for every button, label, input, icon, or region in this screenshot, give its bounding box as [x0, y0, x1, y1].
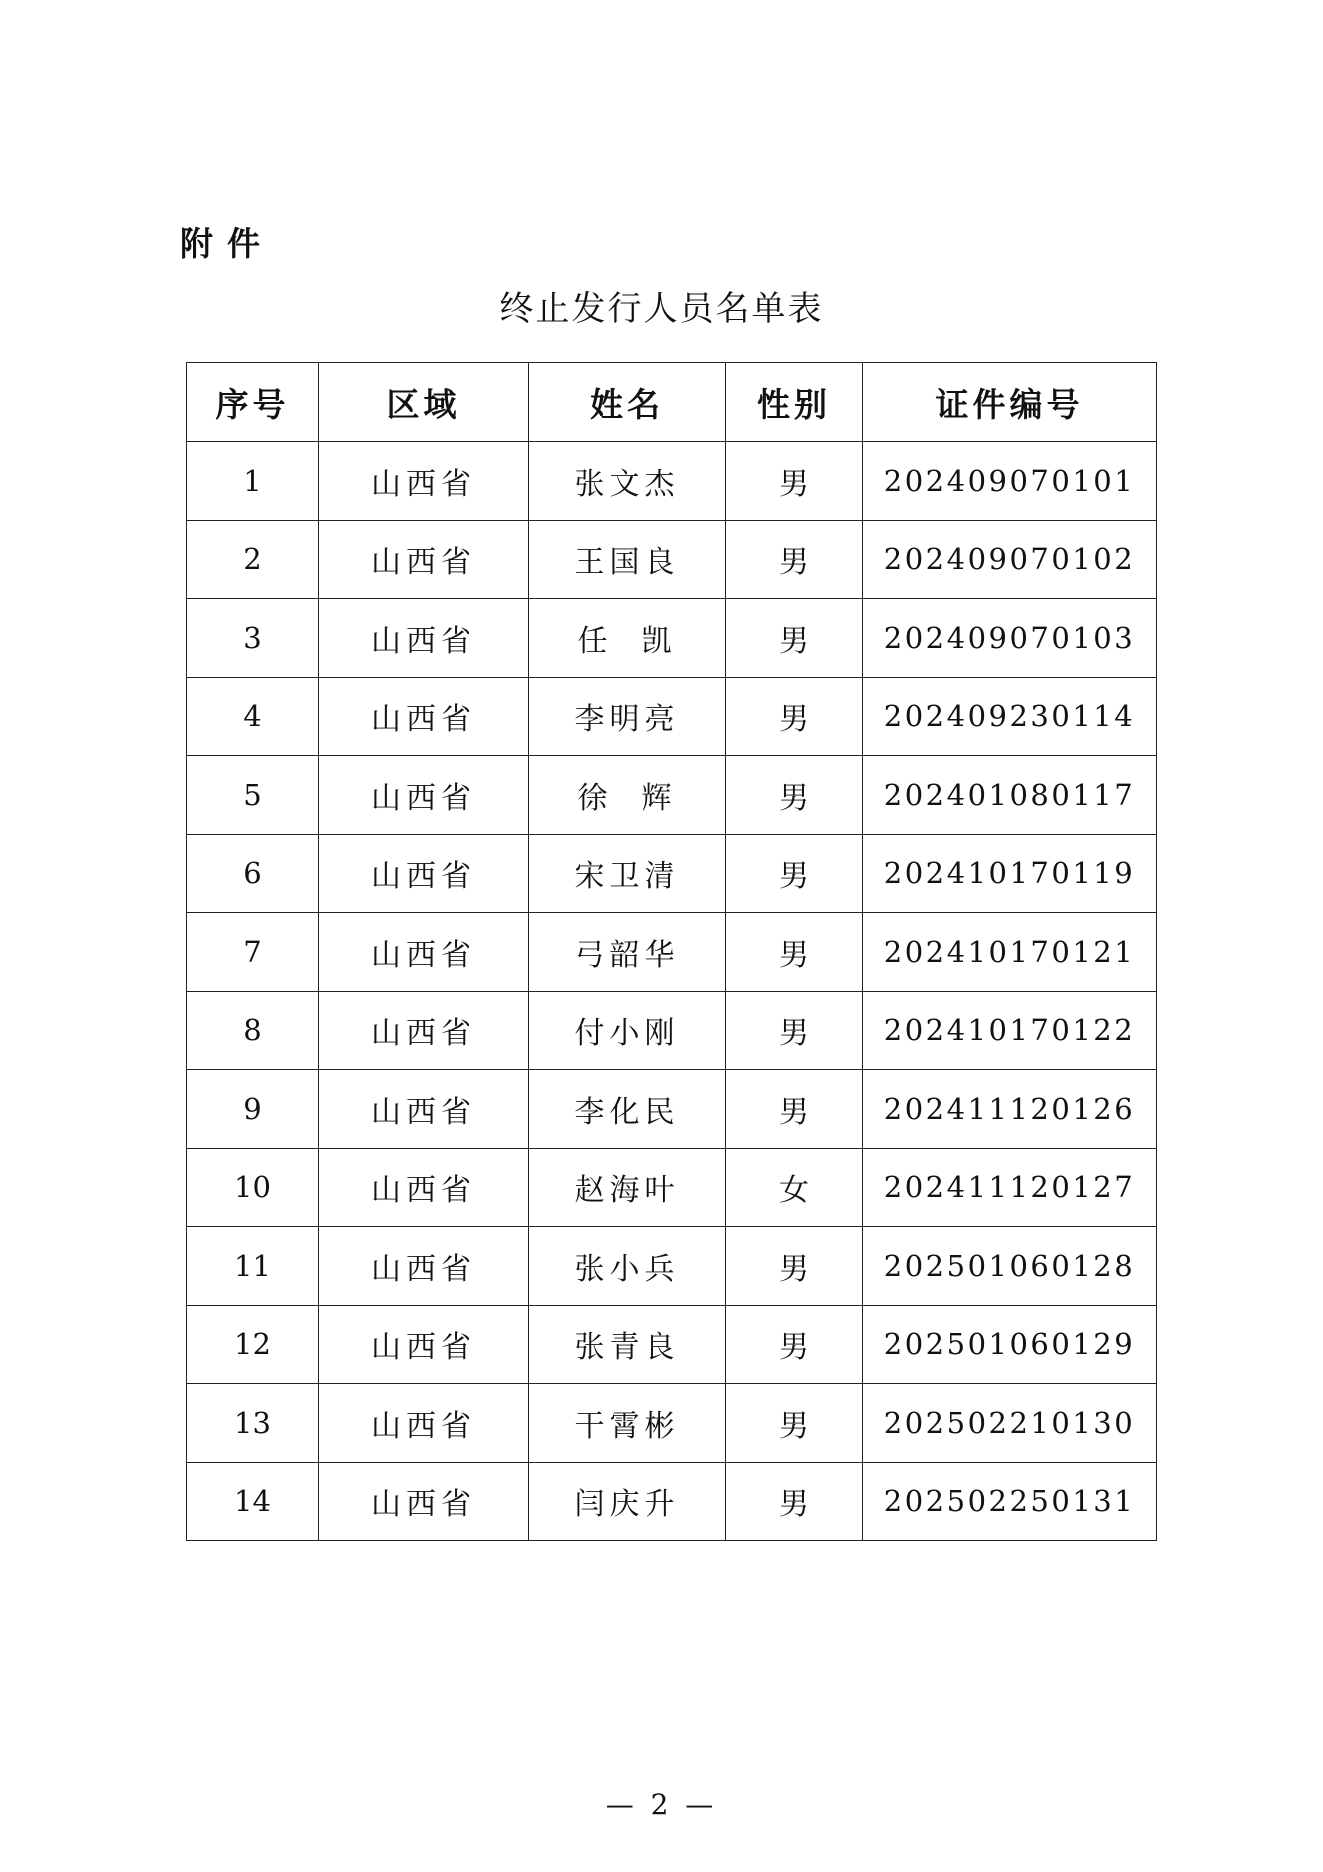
- cell-seq: 8: [187, 991, 319, 1070]
- cell-name: 张文杰: [529, 442, 726, 521]
- cell-seq: 6: [187, 834, 319, 913]
- cell-gender: 男: [726, 520, 863, 599]
- table-row: [187, 991, 1157, 1070]
- table-row: [187, 1070, 1157, 1149]
- cell-seq: 4: [187, 677, 319, 756]
- cell-gender: 男: [726, 1305, 863, 1384]
- cell-gender: 男: [726, 1384, 863, 1463]
- cell-seq: 9: [187, 1070, 319, 1149]
- cell-name: 李明亮: [529, 677, 726, 756]
- cell-seq: 10: [187, 1148, 319, 1227]
- cell-cert-no: 202410170121: [863, 913, 1157, 992]
- cell-cert-no: 202501060129: [863, 1305, 1157, 1384]
- cell-name: 干霄彬: [529, 1384, 726, 1463]
- cell-region: 山西省: [319, 677, 529, 756]
- column-header-seq: 序号: [187, 363, 319, 442]
- cell-cert-no: 202411120126: [863, 1070, 1157, 1149]
- cell-seq: 14: [187, 1462, 319, 1541]
- table-header-row: [187, 363, 1157, 442]
- cell-cert-no: 202409070102: [863, 520, 1157, 599]
- cell-region: 山西省: [319, 1462, 529, 1541]
- cell-name: 任 凯: [529, 599, 726, 678]
- cell-seq: 2: [187, 520, 319, 599]
- cell-seq: 7: [187, 913, 319, 992]
- cell-cert-no: 202409070101: [863, 442, 1157, 521]
- table-body: [187, 442, 1157, 1541]
- cell-cert-no: 202502210130: [863, 1384, 1157, 1463]
- cell-seq: 5: [187, 756, 319, 835]
- roster-table: [186, 362, 1157, 1541]
- cell-gender: 男: [726, 913, 863, 992]
- cell-seq: 3: [187, 599, 319, 678]
- page-number: — 2 —: [605, 1788, 718, 1821]
- cell-cert-no: 202409070103: [863, 599, 1157, 678]
- table-row: [187, 913, 1157, 992]
- cell-name: 张小兵: [529, 1227, 726, 1306]
- cell-name: 赵海叶: [529, 1148, 726, 1227]
- cell-gender: 男: [726, 1462, 863, 1541]
- cell-region: 山西省: [319, 599, 529, 678]
- cell-region: 山西省: [319, 1305, 529, 1384]
- cell-region: 山西省: [319, 834, 529, 913]
- cell-gender: 男: [726, 756, 863, 835]
- table-row: [187, 834, 1157, 913]
- cell-region: 山西省: [319, 991, 529, 1070]
- cell-region: 山西省: [319, 1227, 529, 1306]
- cell-cert-no: 202409230114: [863, 677, 1157, 756]
- column-header-region: 区域: [319, 363, 529, 442]
- table-row: [187, 599, 1157, 678]
- cell-name: 弓韶华: [529, 913, 726, 992]
- column-header-gender: 性别: [726, 363, 863, 442]
- cell-region: 山西省: [319, 756, 529, 835]
- table-row: [187, 1305, 1157, 1384]
- cell-region: 山西省: [319, 520, 529, 599]
- cell-gender: 男: [726, 677, 863, 756]
- column-header-cert-no: 证件编号: [863, 363, 1157, 442]
- table-row: [187, 520, 1157, 599]
- cell-gender: 男: [726, 834, 863, 913]
- cell-cert-no: 202411120127: [863, 1148, 1157, 1227]
- cell-gender: 男: [726, 442, 863, 521]
- cell-seq: 1: [187, 442, 319, 521]
- cell-gender: 女: [726, 1148, 863, 1227]
- cell-gender: 男: [726, 1070, 863, 1149]
- table-row: [187, 1227, 1157, 1306]
- column-header-name: 姓名: [529, 363, 726, 442]
- cell-gender: 男: [726, 599, 863, 678]
- cell-cert-no: 202410170122: [863, 991, 1157, 1070]
- cell-seq: 13: [187, 1384, 319, 1463]
- attachment-label: 附件: [180, 224, 274, 263]
- table-row: [187, 442, 1157, 521]
- cell-name: 付小刚: [529, 991, 726, 1070]
- cell-name: 宋卫清: [529, 834, 726, 913]
- cell-seq: 11: [187, 1227, 319, 1306]
- table-row: [187, 1462, 1157, 1541]
- cell-name: 王国良: [529, 520, 726, 599]
- cell-cert-no: 202410170119: [863, 834, 1157, 913]
- cell-region: 山西省: [319, 1148, 529, 1227]
- table-row: [187, 1148, 1157, 1227]
- page-title: 终止发行人员名单表: [499, 289, 824, 329]
- cell-region: 山西省: [319, 442, 529, 521]
- table-row: [187, 677, 1157, 756]
- cell-name: 闫庆升: [529, 1462, 726, 1541]
- cell-region: 山西省: [319, 1384, 529, 1463]
- cell-name: 李化民: [529, 1070, 726, 1149]
- table-row: [187, 1384, 1157, 1463]
- cell-cert-no: 202501060128: [863, 1227, 1157, 1306]
- cell-gender: 男: [726, 1227, 863, 1306]
- cell-name: 张青良: [529, 1305, 726, 1384]
- cell-region: 山西省: [319, 913, 529, 992]
- cell-name: 徐 辉: [529, 756, 726, 835]
- cell-cert-no: 202401080117: [863, 756, 1157, 835]
- cell-gender: 男: [726, 991, 863, 1070]
- cell-seq: 12: [187, 1305, 319, 1384]
- table-row: [187, 756, 1157, 835]
- cell-cert-no: 202502250131: [863, 1462, 1157, 1541]
- cell-region: 山西省: [319, 1070, 529, 1149]
